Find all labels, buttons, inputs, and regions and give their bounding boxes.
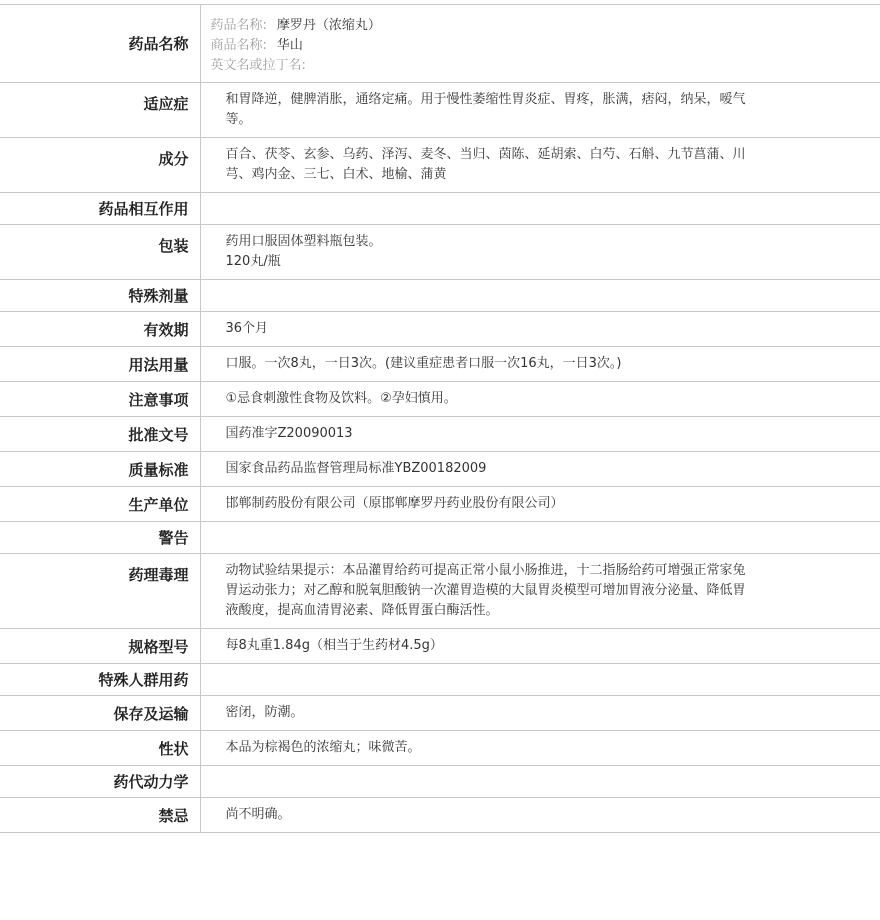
table-row [0,554,880,629]
row-value [200,664,880,696]
row-value [200,193,880,225]
row-value-line: 尚不明确。 [225,807,291,822]
english-name-key: 英文名或拉丁名: [210,58,306,73]
drug-names-cell [200,5,880,83]
row-label: 禁忌 [0,798,200,833]
table-row-drug-names [0,5,880,83]
row-label: 适应症 [0,83,200,138]
table-row [0,522,880,554]
row-label: 规格型号 [0,629,200,664]
trade-name-line [211,36,801,56]
row-value [200,522,880,554]
row-value [200,382,880,417]
row-value-line: 120丸/瓶 [225,254,281,269]
row-value [200,798,880,833]
row-value-line: 本品为棕褐色的浓缩丸；味微苦。 [225,740,421,755]
row-label: 警告 [0,522,200,554]
table-row [0,452,880,487]
row-value [200,347,880,382]
table-row [0,731,880,766]
drug-spec-table [0,4,880,833]
table-row [0,83,880,138]
row-value-line: 和胃降逆，健脾消胀，通络定痛。用于慢性萎缩性胃炎症、胃疼，胀满，痞闷，纳呆，嗳气 [225,92,746,107]
table-row [0,347,880,382]
row-value-line: 国药准字Z20090013 [225,426,353,441]
row-label: 药理毒理 [0,554,200,629]
row-value-line: 邯郸制药股份有限公司（原邯郸摩罗丹药业股份有限公司） [225,496,564,511]
row-label: 用法用量 [0,347,200,382]
table-row [0,193,880,225]
row-label: 特殊剂量 [0,280,200,312]
generic-name-line [211,16,801,36]
row-value [200,766,880,798]
table-row [0,417,880,452]
trade-name-value: 华山 [276,38,303,53]
row-label: 质量标准 [0,452,200,487]
row-value-line: 每8丸重1.84g（相当于生药材4.5g） [225,638,443,653]
row-value-line: 百合、茯苓、玄参、乌药、泽泻、麦冬、当归、茵陈、延胡索、白芍、石斛、九节菖蒲、川 [225,147,746,162]
table-row [0,312,880,347]
row-value [200,452,880,487]
row-value [200,225,880,280]
english-name-line [211,56,801,76]
table-row [0,766,880,798]
row-value [200,312,880,347]
row-value-line: ①忌食刺激性食物及饮料。②孕妇慎用。 [225,391,457,406]
row-label: 成分 [0,138,200,193]
row-value [200,138,880,193]
row-label: 生产单位 [0,487,200,522]
trade-name-key: 商品名称: [210,38,267,53]
table-row [0,382,880,417]
row-value [200,280,880,312]
row-value-line: 国家食品药品监督管理局标准YBZ00182009 [225,461,487,476]
row-value [200,487,880,522]
row-label: 药代动力学 [0,766,200,798]
row-value [200,554,880,629]
table-row [0,280,880,312]
row-label: 药品相互作用 [0,193,200,225]
drug-spec-table-body [0,5,880,833]
row-label: 注意事项 [0,382,200,417]
table-row [0,798,880,833]
row-label: 包装 [0,225,200,280]
table-row [0,138,880,193]
row-label: 性状 [0,731,200,766]
row-label: 药品名称 [0,5,200,83]
row-value-line: 等。 [225,112,252,127]
row-value-line: 液酸度，提高血清胃泌素、降低胃蛋白酶活性。 [225,603,499,618]
row-value [200,83,880,138]
row-value-line: 芎、鸡内金、三七、白术、地榆、蒲黄 [225,167,447,182]
row-value-line: 动物试验结果提示：本品灌胃给药可提高正常小鼠小肠推进，十二指肠给药可增强正常家兔 [225,563,746,578]
row-value-line: 密闭，防潮。 [225,705,304,720]
row-label: 保存及运输 [0,696,200,731]
generic-name-key: 药品名称: [210,18,267,33]
table-row [0,696,880,731]
row-value-line: 口服。一次8丸，一日3次。(建议重症患者口服一次16丸，一日3次。) [225,356,622,371]
row-value [200,696,880,731]
row-value [200,417,880,452]
row-label: 特殊人群用药 [0,664,200,696]
row-value-line: 药用口服固体塑料瓶包装。 [225,234,382,249]
generic-name-value: 摩罗丹（浓缩丸） [276,18,381,33]
row-label: 批准文号 [0,417,200,452]
table-row [0,664,880,696]
table-row [0,629,880,664]
table-row [0,225,880,280]
row-value-line: 36个月 [225,321,269,336]
table-row [0,487,880,522]
row-value [200,731,880,766]
row-value [200,629,880,664]
row-value-line: 胃运动张力；对乙醇和脱氧胆酸钠一次灌胃造模的大鼠胃炎模型可增加胃液分泌量、降低胃 [225,583,746,598]
row-label: 有效期 [0,312,200,347]
